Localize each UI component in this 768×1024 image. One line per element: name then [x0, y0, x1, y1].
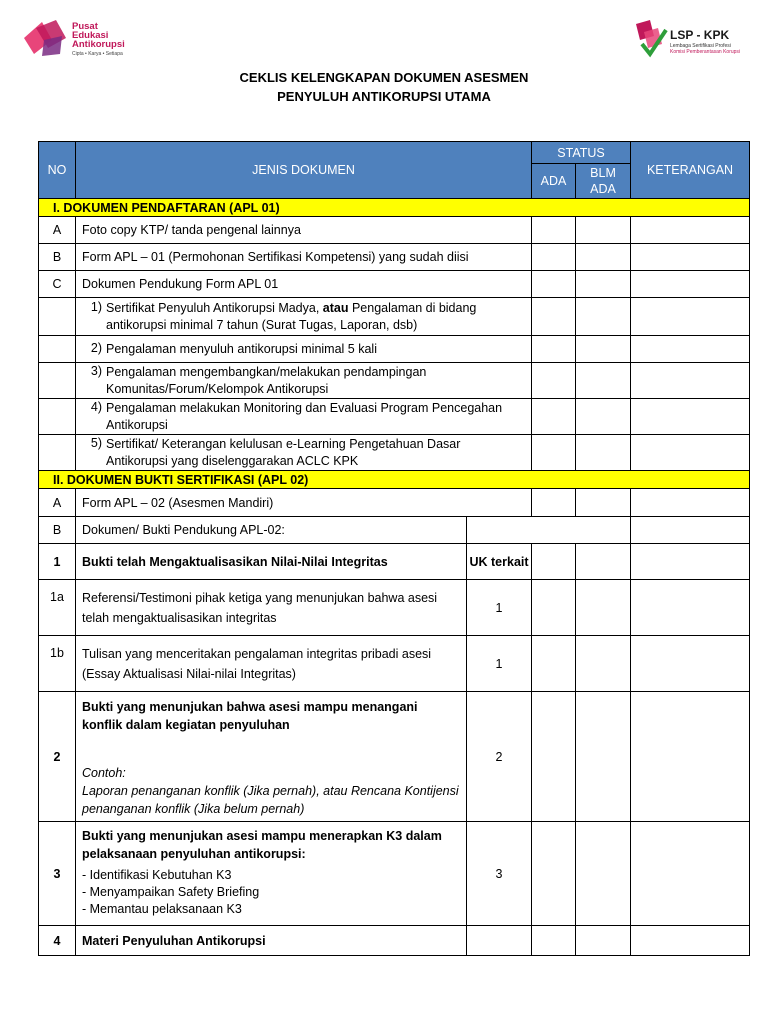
header-ada: ADA — [532, 164, 576, 199]
checklist-table — [38, 141, 750, 956]
ada-cell[interactable] — [532, 271, 576, 298]
blm-cell[interactable] — [576, 926, 631, 956]
blm-cell[interactable] — [576, 636, 631, 692]
keterangan-cell[interactable] — [631, 517, 750, 544]
list-item: - Menyampaikan Safety Briefing — [82, 884, 460, 901]
ada-cell[interactable] — [532, 489, 576, 517]
ada-cell[interactable] — [532, 298, 576, 336]
blm-cell[interactable] — [576, 822, 631, 926]
keterangan-cell[interactable] — [631, 822, 750, 926]
blm-cell[interactable] — [576, 336, 631, 363]
table-row: C Dokumen Pendukung Form APL 01 — [39, 271, 750, 298]
table-row: 1) Sertifikat Penyuluh Antikorupsi Madya, atau Pengalaman di bidang antikorupsi minimal 7 tahun (Surat Tugas, Laporan, dsb) — [39, 298, 750, 336]
list-item: - Identifikasi Kebutuhan K3 — [82, 867, 460, 884]
ada-cell[interactable] — [532, 580, 576, 636]
blm-cell[interactable] — [576, 298, 631, 336]
keterangan-cell[interactable] — [631, 544, 750, 580]
keterangan-cell[interactable] — [631, 217, 750, 244]
ada-cell[interactable] — [532, 244, 576, 271]
ada-cell[interactable] — [532, 336, 576, 363]
table-row: 1b Tulisan yang menceritakan pengalaman integritas pribadi asesi (Essay Aktualisasi Nilai-nilai Integritas) 1 — [39, 636, 750, 692]
blm-cell[interactable] — [576, 271, 631, 298]
keterangan-cell[interactable] — [631, 926, 750, 956]
table-row: B Dokumen/ Bukti Pendukung APL-02: — [39, 517, 750, 544]
keterangan-cell[interactable] — [631, 636, 750, 692]
header-jenis-dokumen: JENIS DOKUMEN — [76, 142, 532, 199]
blm-cell[interactable] — [576, 363, 631, 399]
header-blm-ada: BLM ADA — [576, 164, 631, 199]
keterangan-cell[interactable] — [631, 271, 750, 298]
table-row: A Foto copy KTP/ tanda pengenal lainnya — [39, 217, 750, 244]
keterangan-cell[interactable] — [631, 298, 750, 336]
blm-cell[interactable] — [576, 580, 631, 636]
logo-mark-icon — [22, 18, 70, 58]
blm-cell[interactable] — [576, 435, 631, 471]
lsp-logo-mark-icon — [632, 18, 668, 58]
lsp-kpk-subtitle: Lembaga Sertifikasi Profesi Komisi Pemberantasan Korupsi — [670, 43, 741, 55]
blm-cell[interactable] — [576, 244, 631, 271]
blm-cell[interactable] — [576, 399, 631, 435]
table-row: A Form APL – 02 (Asesmen Mandiri) — [39, 489, 750, 517]
logo-text: Pusat Edukasi Antikorupsi — [72, 21, 125, 50]
list-item: - Memantau pelaksanaan K3 — [82, 901, 460, 918]
keterangan-cell[interactable] — [631, 435, 750, 471]
ada-cell[interactable] — [532, 217, 576, 244]
document-title-line1: CEKLIS KELENGKAPAN DOKUMEN ASESMEN — [239, 70, 529, 85]
table-row: 3 Bukti yang menunjukan asesi mampu menerapkan K3 dalam pelaksanaan penyuluhan antikorupsi: - Identifikasi Kebutuhan K3 - Menyampaikan Safety Briefing - Memantau pelaksanaan K3 3 — [39, 822, 750, 926]
ada-cell[interactable] — [532, 926, 576, 956]
table-row: 5) Sertifikat/ Keterangan kelulusan e-Learning Pengetahuan Dasar Antikorupsi yang diselenggarakan ACLC KPK — [39, 435, 750, 471]
blm-cell[interactable] — [576, 544, 631, 580]
ada-cell[interactable] — [532, 692, 576, 822]
header-keterangan: KETERANGAN — [631, 142, 750, 199]
keterangan-cell[interactable] — [631, 336, 750, 363]
table-row: 3) Pengalaman mengembangkan/melakukan pendampingan Komunitas/Forum/Kelompok Antikorupsi — [39, 363, 750, 399]
document-title-line2: PENYULUH ANTIKORUPSI UTAMA — [277, 89, 491, 104]
lsp-kpk-logo — [632, 18, 752, 60]
keterangan-cell[interactable] — [631, 580, 750, 636]
keterangan-cell[interactable] — [631, 489, 750, 517]
logo-tagline: Cipta • Karya • Setiapa — [72, 51, 123, 57]
table-row: 1a Referensi/Testimoni pihak ketiga yang menunjukan bahwa asesi telah mengaktualisasikan integritas 1 — [39, 580, 750, 636]
table-row: 4) Pengalaman melakukan Monitoring dan Evaluasi Program Pencegahan Antikorupsi — [39, 399, 750, 435]
ada-cell[interactable] — [532, 544, 576, 580]
section-apl01: I. DOKUMEN PENDAFTARAN (APL 01) — [39, 199, 750, 217]
keterangan-cell[interactable] — [631, 399, 750, 435]
blm-cell[interactable] — [576, 489, 631, 517]
table-row: 4 Materi Penyuluhan Antikorupsi — [39, 926, 750, 956]
table-row: 1 Bukti telah Mengaktualisasikan Nilai-Nilai Integritas UK terkait — [39, 544, 750, 580]
keterangan-cell[interactable] — [631, 363, 750, 399]
table-row: B Form APL – 01 (Permohonan Sertifikasi Kompetensi) yang sudah diisi — [39, 244, 750, 271]
ada-cell[interactable] — [532, 363, 576, 399]
ada-cell[interactable] — [532, 399, 576, 435]
header-status: STATUS — [532, 142, 631, 164]
keterangan-cell[interactable] — [631, 692, 750, 822]
keterangan-cell[interactable] — [631, 244, 750, 271]
ada-cell[interactable] — [532, 636, 576, 692]
lsp-kpk-name: LSP - KPK — [670, 28, 730, 42]
blm-cell[interactable] — [576, 692, 631, 822]
pusat-edukasi-logo — [22, 18, 162, 60]
ada-cell[interactable] — [532, 822, 576, 926]
section-apl02: II. DOKUMEN BUKTI SERTIFIKASI (APL 02) — [39, 471, 750, 489]
header-no: NO — [39, 142, 76, 199]
table-row: 2) Pengalaman menyuluh antikorupsi minimal 5 kali — [39, 336, 750, 363]
ada-cell[interactable] — [532, 435, 576, 471]
blm-cell[interactable] — [576, 217, 631, 244]
table-row: 2 Bukti yang menunjukan bahwa asesi mampu menangani konflik dalam kegiatan penyuluhan Contoh: Laporan penanganan konflik (Jika pernah), atau Rencana Kontijensi penanganan konflik (Jika belum pernah) 2 — [39, 692, 750, 822]
